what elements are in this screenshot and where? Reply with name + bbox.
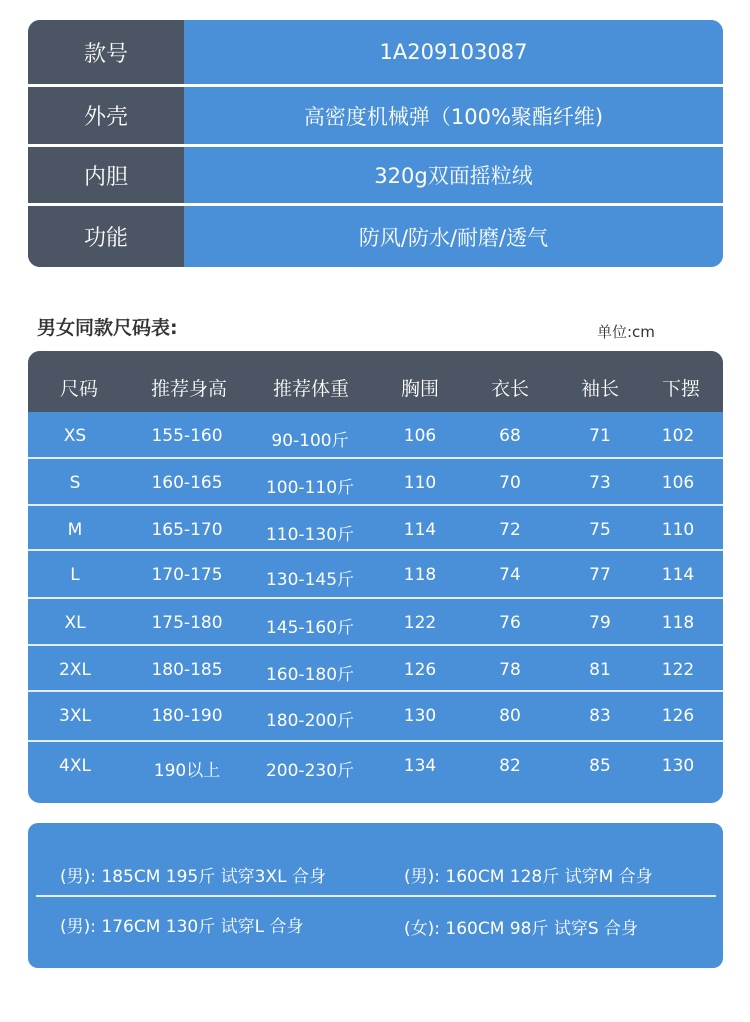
cell-sleeve: 73	[589, 473, 611, 493]
header-cell-weight: 推荐体重	[272, 378, 350, 400]
cell-sleeve: 83	[589, 706, 611, 726]
cell-height: 175-180	[151, 613, 223, 633]
cell-height: 165-170	[151, 520, 223, 540]
cell-height: 160-165	[151, 473, 223, 493]
row-divider	[28, 549, 723, 551]
cell-weight: 180-200斤	[265, 711, 355, 731]
spec-row-shell	[28, 87, 723, 144]
cell-size: 4XL	[59, 756, 91, 776]
cell-weight: 130-145斤	[265, 570, 355, 590]
spec-row-lining	[28, 147, 723, 203]
spec-value: 1A209103087	[184, 20, 723, 84]
cell-hem: 126	[661, 706, 695, 726]
cell-size: XS	[63, 426, 87, 446]
spec-value: 320g双面摇粒绒	[184, 147, 723, 203]
cell-chest: 114	[403, 520, 437, 540]
cell-sleeve: 77	[589, 565, 611, 585]
cell-chest: 110	[403, 473, 437, 493]
cell-height: 155-160	[151, 426, 223, 446]
row-divider	[28, 504, 723, 506]
spec-row-style-no	[28, 20, 723, 84]
cell-size: M	[67, 520, 83, 540]
spec-key: 外壳	[28, 87, 184, 144]
spec-key: 款号	[28, 20, 184, 84]
table-row	[28, 461, 723, 506]
cell-size: L	[70, 565, 80, 585]
fit-examples-panel	[28, 823, 723, 968]
cell-length: 78	[499, 660, 521, 680]
cell-chest: 118	[403, 565, 437, 585]
cell-hem: 122	[661, 660, 695, 680]
cell-length: 82	[499, 756, 521, 776]
cell-chest: 122	[403, 613, 437, 633]
fit-example: (女): 160CM 98斤 试穿S 合身	[404, 919, 639, 939]
header-cell-size: 尺码	[59, 378, 99, 400]
cell-hem: 106	[661, 473, 695, 493]
cell-sleeve: 71	[589, 426, 611, 446]
table-row	[28, 744, 723, 789]
cell-weight: 200-230斤	[265, 761, 355, 781]
cell-length: 80	[499, 706, 521, 726]
cell-sleeve: 85	[589, 756, 611, 776]
spec-key: 功能	[28, 206, 184, 267]
cell-height: 170-175	[151, 565, 223, 585]
cell-length: 70	[499, 473, 521, 493]
cell-sleeve: 81	[589, 660, 611, 680]
cell-height: 180-190	[151, 706, 223, 726]
cell-weight: 110-130斤	[265, 525, 355, 545]
fit-example: (男): 176CM 130斤 试穿L 合身	[60, 917, 304, 937]
cell-length: 72	[499, 520, 521, 540]
cell-size: XL	[64, 613, 86, 633]
cell-chest: 126	[403, 660, 437, 680]
cell-height: 190以上	[153, 761, 221, 781]
table-row	[28, 648, 723, 693]
cell-weight: 100-110斤	[265, 478, 355, 498]
cell-length: 68	[499, 426, 521, 446]
cell-hem: 118	[661, 613, 695, 633]
spec-key: 内胆	[28, 147, 184, 203]
size-table-header	[28, 351, 723, 412]
header-cell-sleeve: 袖长	[580, 378, 620, 400]
table-row	[28, 508, 723, 553]
size-chart-unit: 单位:cm	[597, 323, 655, 341]
size-table	[28, 351, 723, 803]
spec-value: 防风/防水/耐磨/透气	[184, 206, 723, 267]
cell-size: 2XL	[59, 660, 91, 680]
cell-weight: 160-180斤	[265, 665, 355, 685]
cell-height: 180-185	[151, 660, 223, 680]
row-divider	[28, 457, 723, 459]
cell-hem: 102	[661, 426, 695, 446]
row-divider	[28, 690, 723, 692]
row-divider	[28, 597, 723, 599]
cell-chest: 130	[403, 706, 437, 726]
cell-chest: 134	[403, 756, 437, 776]
table-row	[28, 601, 723, 646]
divider	[36, 895, 716, 897]
table-row	[28, 694, 723, 739]
size-chart-title: 男女同款尺码表:	[37, 317, 178, 339]
table-row	[28, 414, 723, 459]
cell-length: 74	[499, 565, 521, 585]
cell-weight: 145-160斤	[265, 618, 355, 638]
header-cell-hem: 下摆	[661, 378, 701, 400]
header-cell-height: 推荐身高	[150, 378, 228, 400]
cell-chest: 106	[403, 426, 437, 446]
cell-weight: 90-100斤	[271, 431, 349, 451]
row-divider	[28, 740, 723, 742]
spec-row-function	[28, 206, 723, 267]
table-row	[28, 553, 723, 598]
cell-sleeve: 79	[589, 613, 611, 633]
cell-length: 76	[499, 613, 521, 633]
cell-size: S	[69, 473, 81, 493]
cell-hem: 114	[661, 565, 695, 585]
spec-table	[28, 20, 723, 267]
cell-hem: 130	[661, 756, 695, 776]
header-cell-chest: 胸围	[400, 378, 440, 400]
row-divider	[28, 644, 723, 646]
fit-example: (男): 185CM 195斤 试穿3XL 合身	[60, 867, 326, 887]
fit-example: (男): 160CM 128斤 试穿M 合身	[404, 867, 653, 887]
cell-hem: 110	[661, 520, 695, 540]
header-cell-length: 衣长	[490, 378, 530, 400]
cell-sleeve: 75	[589, 520, 611, 540]
spec-value: 高密度机械弹（100%聚酯纤维)	[184, 87, 723, 144]
cell-size: 3XL	[59, 706, 91, 726]
